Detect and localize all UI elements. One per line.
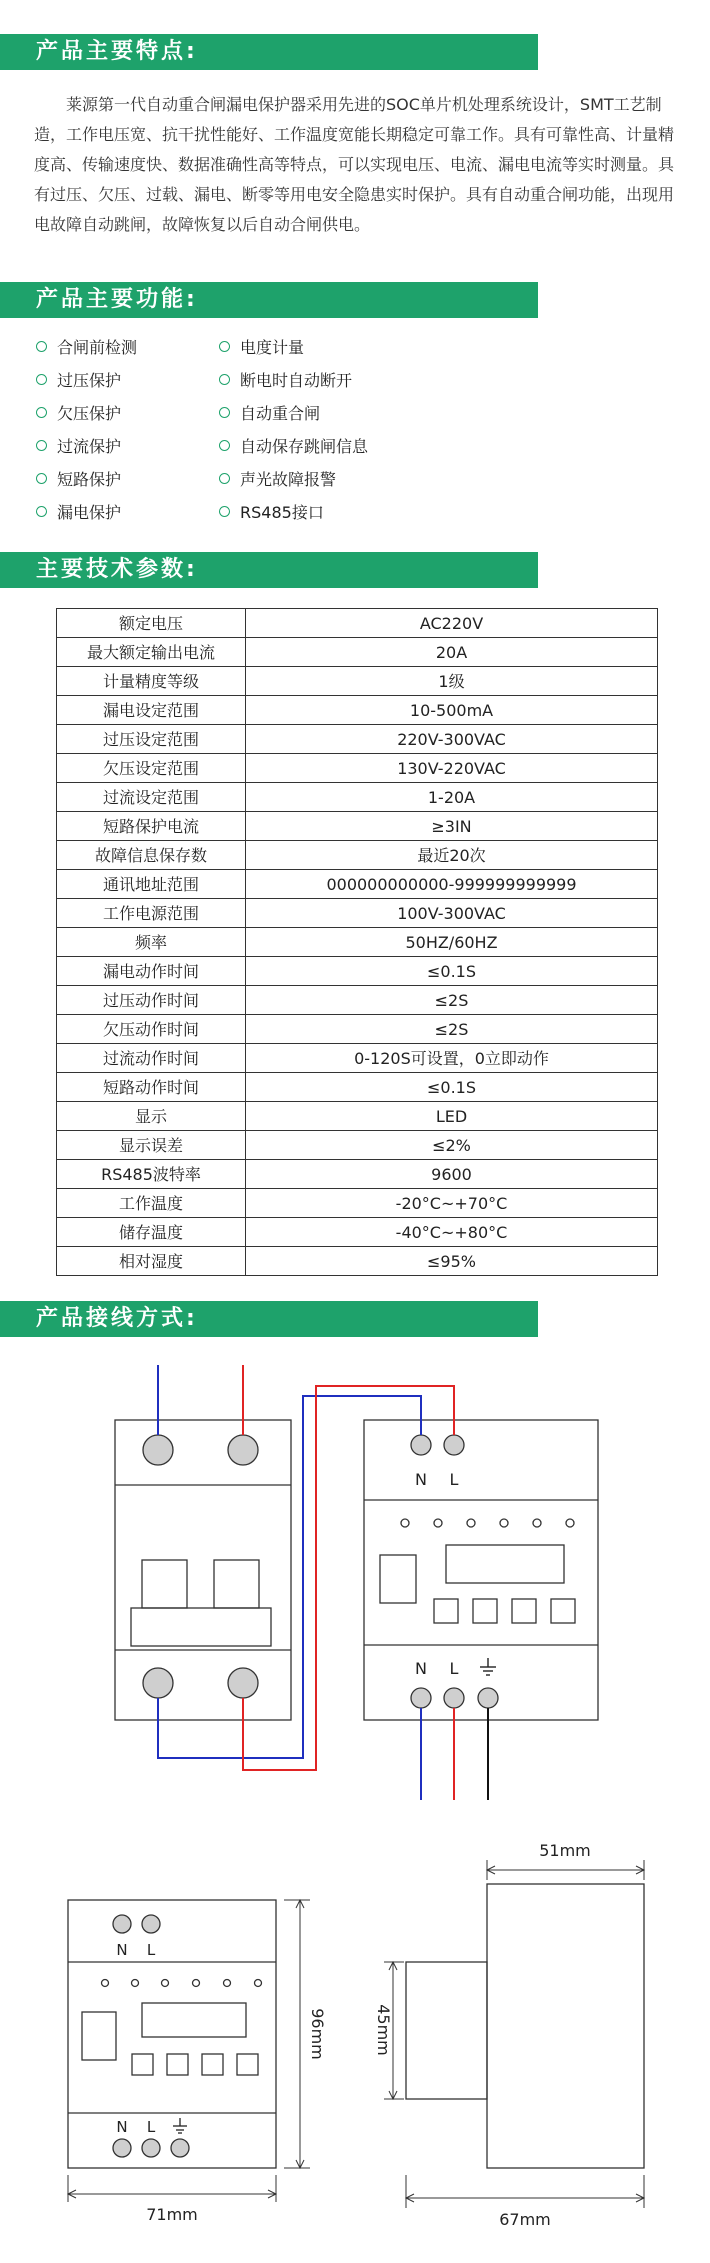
param-key: 过流动作时间 [57,1044,246,1073]
param-value: 1-20A [246,783,658,812]
function-item: 欠压保护 [36,404,121,424]
front-switch [82,2012,116,2060]
indicator-led-icon [467,1519,475,1527]
terminal-icon [142,2139,160,2157]
param-value: ≤2S [246,1015,658,1044]
param-value: 10-500mA [246,696,658,725]
param-value: 220V-300VAC [246,725,658,754]
front-key [237,2054,258,2075]
params-table [56,608,658,1276]
param-key: 短路保护电流 [57,812,246,841]
terminal-label-l: L [449,1659,459,1678]
indicator-led-icon [434,1519,442,1527]
protector-display [446,1545,564,1583]
param-key: 过流设定范围 [57,783,246,812]
circle-bullet-icon [219,407,230,418]
function-item: 自动重合闸 [219,404,320,424]
terminal-icon [478,1688,498,1708]
table-row [57,783,658,812]
function-item: 短路保护 [36,470,121,490]
param-key: 欠压设定范围 [57,754,246,783]
function-item: 过流保护 [36,437,121,457]
circle-bullet-icon [36,341,47,352]
side-rail [406,1962,487,2099]
table-row [57,812,658,841]
indicator-led-icon [566,1519,574,1527]
wiring-diagram [0,1360,710,1810]
param-key: 最大额定输出电流 [57,638,246,667]
table-row [57,754,658,783]
table-row [57,1073,658,1102]
front-view [68,1900,276,2168]
param-key: 故障信息保存数 [57,841,246,870]
table-row [57,928,658,957]
table-row [57,696,658,725]
circle-bullet-icon [219,374,230,385]
table-row [57,1160,658,1189]
param-key: 短路动作时间 [57,1073,246,1102]
dimension-lines-side [384,1860,644,2208]
table-row [57,899,658,928]
front-key [132,2054,153,2075]
circle-bullet-icon [219,440,230,451]
dimension-lines-front [68,1900,310,2202]
protector-switch [380,1555,416,1603]
param-key: 欠压动作时间 [57,1015,246,1044]
circle-bullet-icon [219,506,230,517]
terminal-icon [411,1688,431,1708]
terminal-icon [171,2139,189,2157]
param-value: 最近20次 [246,841,658,870]
param-value: 1级 [246,667,658,696]
terminal-icon [228,1668,258,1698]
terminal-label-l: L [449,1470,459,1489]
breaker-handle-bar [131,1608,271,1646]
function-item: RS485接口 [219,503,324,523]
circle-bullet-icon [36,374,47,385]
breaker-terminals [143,1435,258,1698]
protector-key[interactable] [512,1599,536,1623]
param-value: ≥3IN [246,812,658,841]
param-key: 漏电设定范围 [57,696,246,725]
table-row [57,1131,658,1160]
param-value: ≤2% [246,1131,658,1160]
param-value: 100V-300VAC [246,899,658,928]
function-item: 过压保护 [36,371,121,391]
protector-device [364,1420,598,1720]
param-value: 20A [246,638,658,667]
param-key: 储存温度 [57,1218,246,1247]
section-title-wiring: 产品接线方式: [0,1301,538,1337]
section-title-features: 产品主要特点: [0,34,538,70]
terminal-label-n: N [116,2118,128,2136]
indicator-led-icon [401,1519,409,1527]
function-item: 声光故障报警 [219,470,336,490]
terminal-icon [113,2139,131,2157]
ground-icon [480,1658,496,1675]
param-value: 130V-220VAC [246,754,658,783]
table-row [57,1218,658,1247]
terminal-label-n: N [415,1659,427,1678]
table-row [57,957,658,986]
terminal-label-n: N [415,1470,427,1489]
breaker-device [115,1420,291,1720]
param-key: 计量精度等级 [57,667,246,696]
circle-bullet-icon [36,506,47,517]
param-value: 0-120S可设置，0立即动作 [246,1044,658,1073]
circle-bullet-icon [36,440,47,451]
dimension-height-label: 96mm [308,2008,327,2060]
param-value: ≤0.1S [246,957,658,986]
dimension-side-height-label: 45mm [374,2004,393,2056]
circle-bullet-icon [219,341,230,352]
dimension-side-top-label: 51mm [539,1841,591,1860]
protector-key[interactable] [434,1599,458,1623]
side-body [487,1884,644,2168]
front-body [68,1900,276,2168]
circle-bullet-icon [36,473,47,484]
function-item: 合闸前检测 [36,338,137,358]
param-key: 显示 [57,1102,246,1131]
breaker-handle-right [214,1560,259,1608]
param-key: 额定电压 [57,609,246,638]
indicator-led-icon [533,1519,541,1527]
table-row [57,1044,658,1073]
param-value: 50HZ/60HZ [246,928,658,957]
param-key: 通讯地址范围 [57,870,246,899]
function-item: 断电时自动断开 [219,371,352,391]
dimension-width-label: 71mm [146,2205,198,2224]
param-key: RS485波特率 [57,1160,246,1189]
param-value: -20°C~+70°C [246,1189,658,1218]
table-row [57,667,658,696]
section-title-functions: 产品主要功能: [0,282,538,318]
terminal-icon [411,1435,431,1455]
param-value: AC220V [246,609,658,638]
function-item: 漏电保护 [36,503,121,523]
circle-bullet-icon [219,473,230,484]
protector-key[interactable] [551,1599,575,1623]
table-row [57,725,658,754]
terminal-icon [142,1915,160,1933]
param-key: 频率 [57,928,246,957]
param-value: 000000000000-999999999999 [246,870,658,899]
breaker-handle-left [142,1560,187,1608]
param-value: LED [246,1102,658,1131]
dimension-side-depth-label: 67mm [499,2210,551,2229]
function-item: 自动保存跳闸信息 [219,437,368,457]
indicator-led-icon [500,1519,508,1527]
param-value: ≤2S [246,986,658,1015]
table-row [57,638,658,667]
table-row [57,986,658,1015]
front-display [142,2003,246,2037]
param-key: 工作温度 [57,1189,246,1218]
table-row [57,841,658,870]
terminal-icon [143,1668,173,1698]
param-value: -40°C~+80°C [246,1218,658,1247]
wire-blue-link [158,1396,421,1758]
terminal-icon [113,1915,131,1933]
terminal-icon [444,1688,464,1708]
param-key: 漏电动作时间 [57,957,246,986]
circle-bullet-icon [36,407,47,418]
table-row [57,1102,658,1131]
param-key: 相对湿度 [57,1247,246,1276]
terminal-label-l: L [146,2118,156,2136]
terminal-icon [444,1435,464,1455]
table-row [57,609,658,638]
front-key [202,2054,223,2075]
protector-key[interactable] [473,1599,497,1623]
terminal-label-n: N [116,1941,128,1959]
ground-icon [173,2118,187,2133]
intro-paragraph: 莱源第一代自动重合闸漏电保护器采用先进的SOC单片机处理系统设计，SMT工艺制造，工作电压宽、抗干扰性能好、工作温度宽能长期稳定可靠工作。具有可靠性高、计量精度高、传输速度快、数据准确性高等特点，可以实现电压、电流、漏电电流等实时测量。具有过压、欠压、过载、漏电、断零等用电安全隐患实时保护。具有自动重合闸功能，出现用电故障自动跳闸，故障恢复以后自动合闸供电。 [34,95,675,234]
side-view [406,1884,644,2168]
param-key: 工作电源范围 [57,899,246,928]
protector-body [364,1420,598,1720]
table-row [57,870,658,899]
function-item: 电度计量 [219,338,304,358]
table-row [57,1247,658,1276]
terminal-icon [143,1435,173,1465]
table-row [57,1189,658,1218]
param-value: 9600 [246,1160,658,1189]
param-key: 过压动作时间 [57,986,246,1015]
front-key [167,2054,188,2075]
param-value: ≤95% [246,1247,658,1276]
table-row [57,1015,658,1044]
dimension-diagram [0,1830,710,2250]
param-value: ≤0.1S [246,1073,658,1102]
param-key: 显示误差 [57,1131,246,1160]
terminal-label-l: L [146,1941,156,1959]
section-title-params: 主要技术参数: [0,552,538,588]
terminal-icon [228,1435,258,1465]
param-key: 过压设定范围 [57,725,246,754]
